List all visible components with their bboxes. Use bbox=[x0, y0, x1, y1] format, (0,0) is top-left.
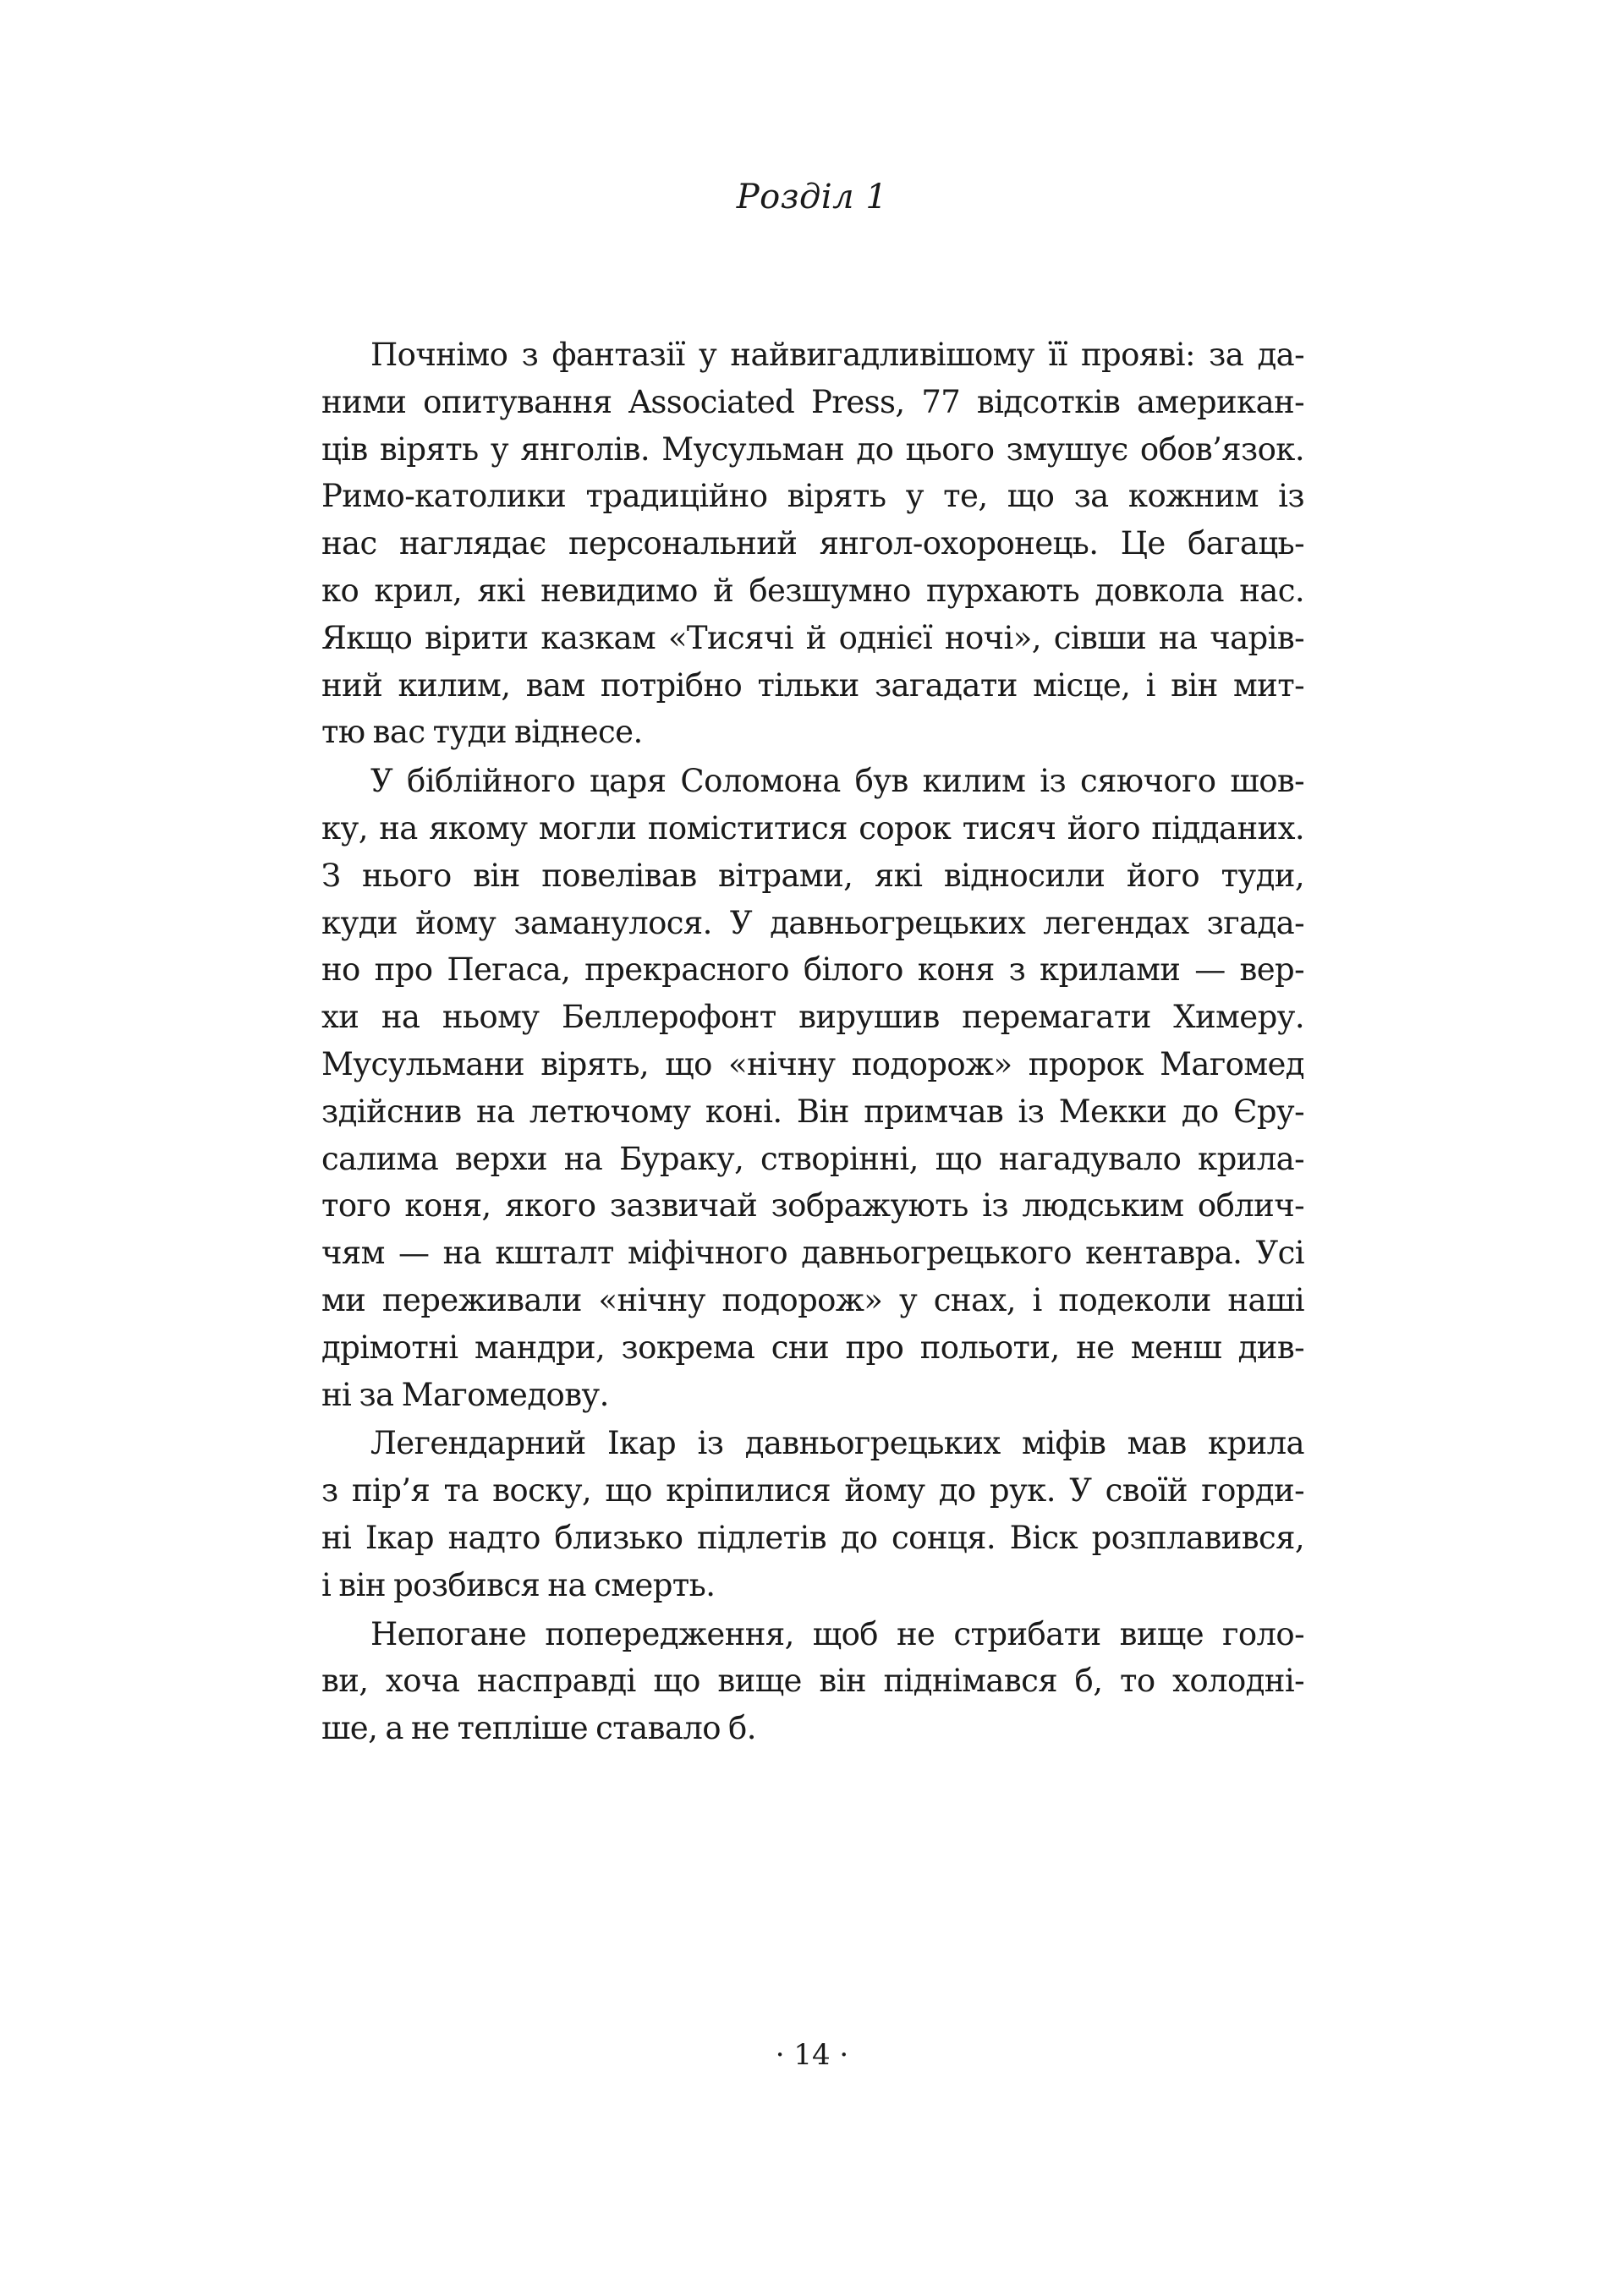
text-line: Мусульмани вірять, що «нічну подорож» пророк Магомед bbox=[321, 1045, 1304, 1082]
text-line: ний килим, вам потрібно тільки загадати місце, і він мит- bbox=[321, 666, 1304, 704]
text-line: хи на ньому Беллерофонт вирушив перемагати Химеру. bbox=[321, 999, 1304, 1036]
text-line: З нього він повелівав вітрами, які відносили його туди, bbox=[321, 857, 1304, 894]
text-line: Почнімо з фантазії у найвигадливішому її прояві: за да- bbox=[370, 337, 1304, 373]
text-line: ні Ікар надто близько підлетів до сонця. Віск розплавився, bbox=[321, 1519, 1304, 1556]
text-line: ко крил, які невидимо й безшумно пурхають довкола нас. bbox=[321, 572, 1304, 609]
text-line: ні за Магомедову. bbox=[321, 1376, 609, 1413]
text-line: Легендарний Ікар із давньогрецьких міфів мав крила bbox=[370, 1425, 1304, 1462]
paragraph-1 bbox=[321, 332, 1304, 756]
text-line: Якщо вірити казкам «Тисячі й однієї ночі», сівши на чарів- bbox=[321, 619, 1304, 656]
text-line: салима верхи на Бураку, створінні, що нагадувало крила- bbox=[321, 1140, 1304, 1177]
text-line: но про Пегаса, прекрасного білого коня з крилами — вер- bbox=[321, 951, 1304, 989]
text-line: куди йому заманулося. У давньогрецьких легендах згада- bbox=[321, 904, 1304, 941]
text-line: дрімотні мандри, зокрема сни про польоти, не менш див- bbox=[321, 1329, 1304, 1366]
text-line: ми переживали «нічну подорож» у снах, і подеколи наші bbox=[321, 1281, 1304, 1318]
paragraph-2 bbox=[321, 758, 1304, 1418]
text-line: чям — на кшталт міфічного давньогрецького кентавра. Усі bbox=[321, 1235, 1304, 1272]
text-line: того коня, якого зазвичай зображують із людським облич- bbox=[321, 1187, 1304, 1225]
chapter-title: Розділ 1 bbox=[736, 178, 888, 216]
text-line: Римо-католики традиційно вірять у те, що за кожним із bbox=[321, 478, 1304, 515]
paragraph-4 bbox=[321, 1611, 1304, 1752]
text-line: тю вас туди віднесе. bbox=[321, 714, 643, 751]
text-line: з пір’я та воску, що кріпилися йому до рук. У своїй горди- bbox=[321, 1472, 1304, 1510]
text-line: нас наглядає персональний янгол-охоронець. Це багаць- bbox=[321, 525, 1304, 562]
text-line: і він розбився на смерть. bbox=[321, 1566, 716, 1603]
text-line: ку, на якому могли поміститися сорок тисяч його підданих. bbox=[321, 809, 1304, 847]
text-line: ців вірять у янголів. Мусульман до цього змушує обов’язок. bbox=[321, 430, 1304, 468]
text-line: здійснив на летючому коні. Він примчав із Мекки до Єру- bbox=[321, 1093, 1304, 1130]
text-line: У біблійного царя Соломона був килим із сяючого шов- bbox=[370, 763, 1304, 800]
body-text bbox=[321, 332, 1304, 1752]
page-number: · 14 · bbox=[775, 2038, 849, 2072]
text-line: ше, а не тепліше ставало б. bbox=[321, 1710, 756, 1747]
text-line: Непогане попередження, щоб не стрибати вище голо- bbox=[370, 1615, 1304, 1652]
text-line: ними опитування Associated Press, 77 відсотків американ- bbox=[321, 383, 1304, 420]
text-line: ви, хоча насправді що вище він піднімався б, то холодні- bbox=[321, 1663, 1304, 1700]
paragraph-3 bbox=[321, 1420, 1304, 1608]
